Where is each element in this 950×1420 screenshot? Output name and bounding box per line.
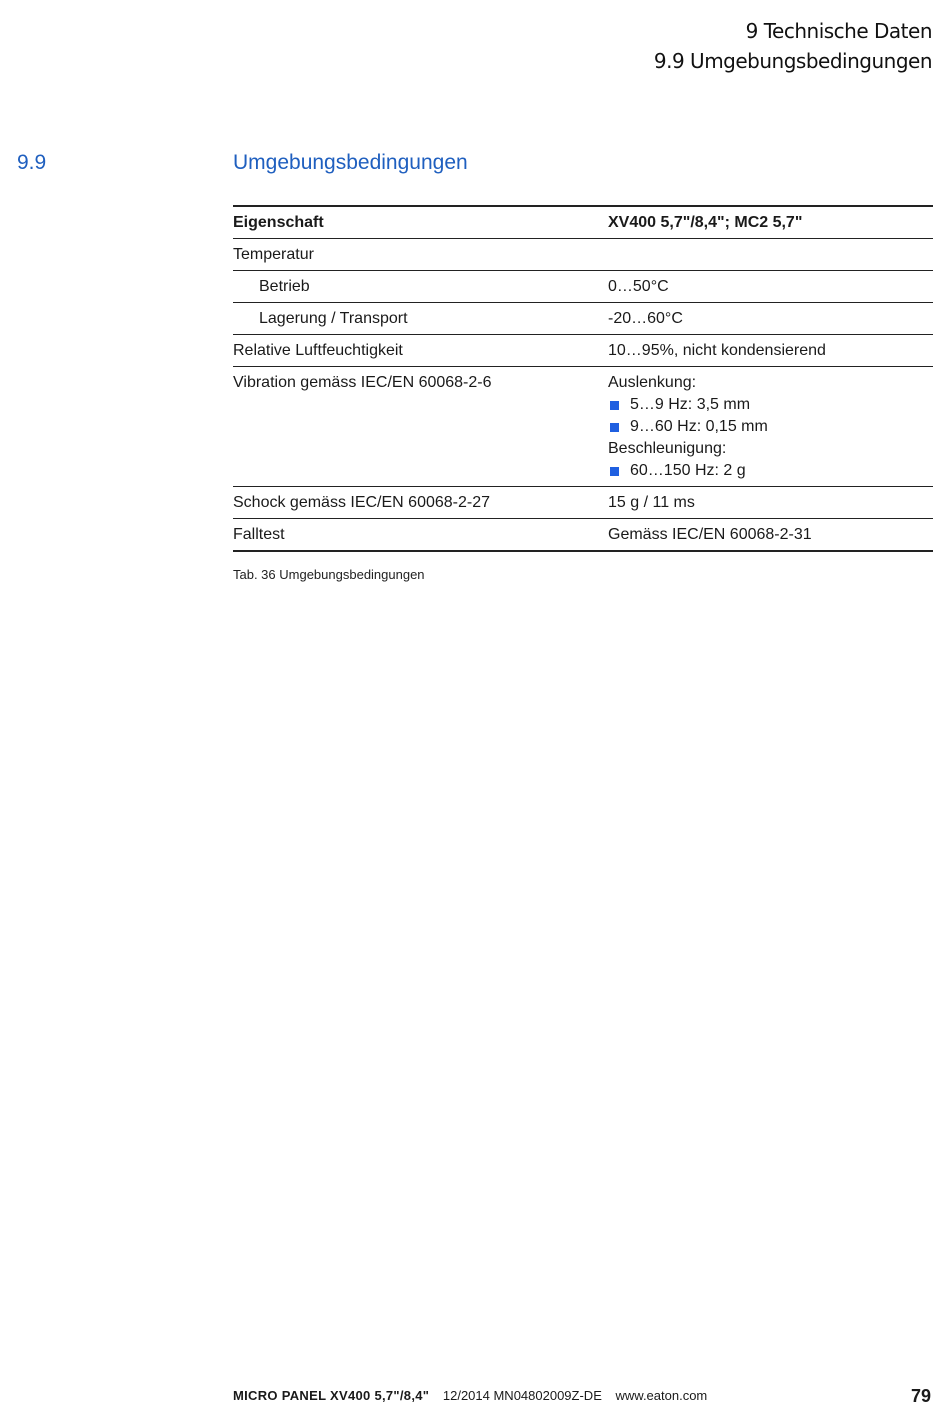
list-item-text: 9…60 Hz: 0,15 mm — [630, 418, 768, 435]
row-property: Vibration gemäss IEC/EN 60068-2-6 — [233, 374, 492, 391]
footer-product: MICRO PANEL XV400 5,7"/8,4" — [233, 1388, 430, 1403]
list-item — [608, 460, 933, 482]
page-number: 79 — [910, 1386, 931, 1406]
row-property: Temperatur — [233, 246, 314, 263]
running-header — [654, 16, 932, 76]
table-row — [233, 487, 933, 519]
table-row — [233, 519, 933, 552]
row-value: Gemäss IEC/EN 60068-2-31 — [608, 526, 812, 543]
row-property: Lagerung / Transport — [259, 310, 408, 327]
row-value: 10…95%, nicht kondensierend — [608, 342, 826, 359]
footer-doc: 12/2014 MN04802009Z-DE — [442, 1388, 602, 1403]
list-item — [608, 416, 933, 438]
table-caption: Tab. 36 Umgebungsbedingungen — [233, 567, 425, 582]
row-property: Betrieb — [259, 278, 310, 295]
table-row — [233, 367, 933, 487]
header-section: 9.9 Umgebungsbedingungen — [653, 49, 932, 73]
table-header-row — [233, 206, 933, 239]
page-footer — [233, 1388, 717, 1403]
list-item — [608, 394, 933, 416]
header-chapter: 9 Technische Daten — [745, 19, 932, 43]
environment-table — [233, 205, 933, 552]
header-property: Eigenschaft — [233, 214, 324, 231]
table-row — [233, 271, 933, 303]
row-value: 15 g / 11 ms — [608, 494, 695, 511]
list-item-text: 5…9 Hz: 3,5 mm — [630, 396, 751, 413]
row-property: Falltest — [233, 526, 285, 543]
square-bullet-icon — [610, 467, 619, 476]
row-property: Schock gemäss IEC/EN 60068-2-27 — [233, 494, 491, 511]
square-bullet-icon — [610, 423, 619, 432]
row-value — [608, 239, 933, 271]
square-bullet-icon — [610, 401, 619, 410]
acceleration-label: Beschleunigung: — [608, 440, 727, 457]
table-row — [233, 239, 933, 271]
row-value — [608, 367, 933, 487]
footer-site: www.eaton.com — [615, 1388, 708, 1403]
row-value: 0…50°C — [608, 278, 669, 295]
section-title: Umgebungsbedingungen — [233, 151, 468, 174]
section-number: 9.9 — [17, 151, 47, 174]
row-property: Relative Luftfeuchtigkeit — [233, 342, 403, 359]
table-row — [233, 335, 933, 367]
header-value: XV400 5,7"/8,4"; MC2 5,7" — [608, 214, 803, 231]
deflection-label: Auslenkung: — [608, 374, 697, 391]
list-item-text: 60…150 Hz: 2 g — [630, 462, 746, 479]
row-value: -20…60°C — [608, 310, 683, 327]
table-row — [233, 303, 933, 335]
